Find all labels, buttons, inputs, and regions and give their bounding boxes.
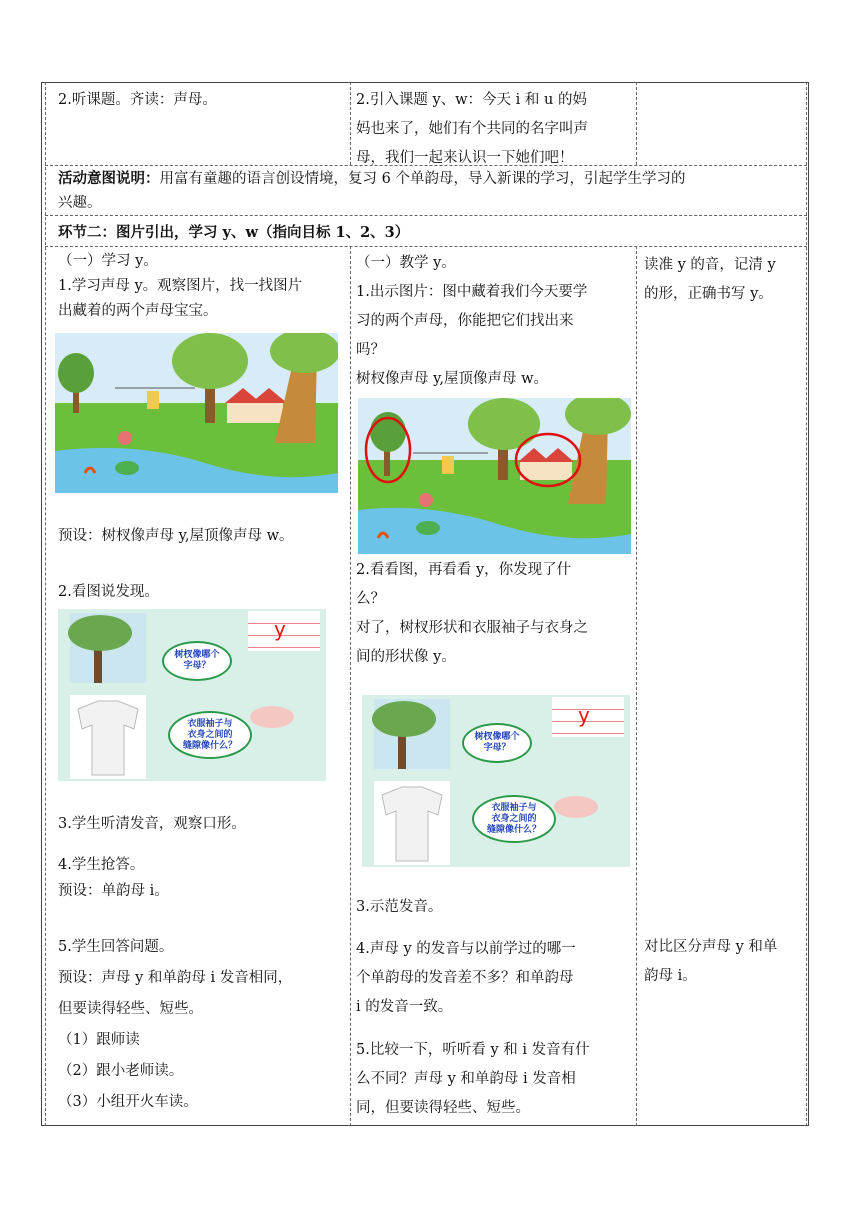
middle-line: 同，但要读得轻些、短些。 (356, 1100, 530, 1116)
bubble-text: 树杈像哪个 (474, 732, 520, 742)
right-line: 韵母 i。 (644, 968, 697, 984)
column-edge-left (45, 82, 46, 1126)
bubble-text: 衣身之间的 (187, 729, 233, 740)
middle-line: 间的形状像 y。 (356, 649, 456, 665)
left-line: 4.学生抢答。 (58, 857, 145, 873)
middle-line: 习的两个声母，你能把它们找出来 (356, 313, 574, 329)
letter-y: y (274, 617, 286, 641)
right-goal-2 (644, 933, 777, 991)
left-line: （2）跟小老师读。 (58, 1063, 184, 1079)
bubble-text: 衣服袖子与 (491, 802, 537, 813)
middle-line: 个单韵母的发音差不多？和单韵母 (356, 970, 574, 986)
middle-line: 么不同？声母 y 和单韵母 i 发音相 (356, 1071, 576, 1087)
left-line: （一）学习 y。 (58, 253, 158, 269)
letter-writing-box (552, 697, 624, 737)
left-line: （3）小组开火车读。 (58, 1094, 198, 1110)
scene-image-middle (358, 398, 631, 554)
row1-middle-line: 妈也来了，她们有个共同的名字叫声 (356, 121, 588, 137)
right-line: 的形，正确书写 y。 (644, 286, 773, 302)
middle-intro (356, 249, 587, 394)
left-line: （1）跟师读 (58, 1032, 140, 1048)
bubble-text: 衣身之间的 (491, 813, 537, 824)
intent-label: 活动意图说明： (58, 170, 160, 187)
left-item-3: 3.学生听清发音，观察口形。 (58, 816, 246, 832)
slide-image-middle (362, 695, 630, 867)
bubble-text: 树杈像哪个 (174, 650, 220, 660)
right-line: 对比区分声母 y 和单 (644, 939, 778, 955)
middle-line: （一）教学 y。 (356, 255, 456, 271)
speech-bubble-tree (162, 641, 232, 681)
bubble-text: 衣服袖子与 (187, 718, 233, 729)
middle-line: 树杈像声母 y,屋顶像声母 w。 (356, 371, 549, 387)
column-divider-2-top (636, 82, 637, 165)
left-item-2: 2.看图说发现。 (58, 584, 159, 600)
speech-bubble-tree (462, 723, 532, 763)
speech-bubble-shirt (472, 795, 556, 843)
left-preset-1: 预设：树杈像声母 y,屋顶像声母 w。 (58, 528, 294, 544)
middle-item-4-block (356, 935, 576, 1022)
left-intro (58, 249, 302, 324)
middle-line: 1.出示图片：图中藏着我们今天要学 (356, 284, 588, 300)
column-divider-1 (350, 246, 351, 1126)
section2-title: 环节二：图片引出，学习 y、w（指向目标 1、2、3） (58, 224, 410, 241)
row-divider-2 (45, 215, 807, 216)
left-item-4-block (58, 852, 169, 904)
row1-middle-text (356, 86, 588, 173)
middle-line: 吗？ (356, 342, 385, 358)
left-line: 1.学习声母 y。观察图片，找一找图片 (58, 278, 303, 294)
middle-line: 么？ (356, 591, 385, 607)
row1-middle-line: 2.引入课题 y、w：今天 i 和 u 的妈 (356, 92, 587, 108)
speech-bubble-shirt (168, 711, 252, 759)
middle-line: 5.比较一下，听听看 y 和 i 发音有什 (356, 1042, 590, 1058)
left-line: 出藏着的两个声母宝宝。 (58, 303, 218, 319)
left-item-5-block (58, 932, 292, 1118)
intent-text-cont: 兴趣。 (58, 195, 102, 211)
column-edge-right (806, 82, 807, 1126)
middle-line: 对了，树杈形状和衣服袖子与衣身之 (356, 620, 588, 636)
scene-image-left (55, 333, 338, 493)
row1-left-text: 2.听课题。齐读：声母。 (58, 92, 217, 108)
bubble-text: 字母？ (483, 743, 511, 753)
middle-line: i 的发音一致。 (356, 999, 453, 1015)
left-line: 5.学生回答问题。 (58, 939, 174, 955)
letter-writing-box (248, 611, 320, 651)
intent-text: 用富有童趣的语言创设情境，复习 6 个单韵母，导入新课的学习，引起学生学习的 (159, 171, 686, 187)
slide-image-left (58, 609, 326, 781)
left-line: 预设：单韵母 i。 (58, 883, 169, 899)
bubble-text: 字母？ (183, 661, 211, 671)
left-line: 但要读得轻些、短些。 (58, 1001, 203, 1017)
column-divider-2 (636, 246, 637, 1126)
bubble-text: 缝隙像什么？ (486, 824, 541, 835)
column-divider-1-top (350, 82, 351, 165)
middle-item-3: 3.示范发音。 (356, 899, 443, 915)
middle-line: 2.看看图，再看看 y，你发现了什 (356, 562, 572, 578)
row1-middle-line: 母，我们一起来认识一下她们吧！ (356, 150, 574, 166)
right-goal-1 (644, 251, 776, 309)
letter-y: y (578, 703, 590, 727)
bubble-text: 缝隙像什么？ (182, 740, 237, 751)
middle-block-2 (356, 556, 588, 672)
left-line: 预设：声母 y 和单韵母 i 发音相同， (58, 970, 293, 986)
middle-line: 4.声母 y 的发音与以前学过的哪一 (356, 941, 576, 957)
middle-item-5-block (356, 1036, 590, 1123)
right-line: 读准 y 的音，记清 y (644, 257, 776, 273)
intent-block (58, 167, 685, 215)
